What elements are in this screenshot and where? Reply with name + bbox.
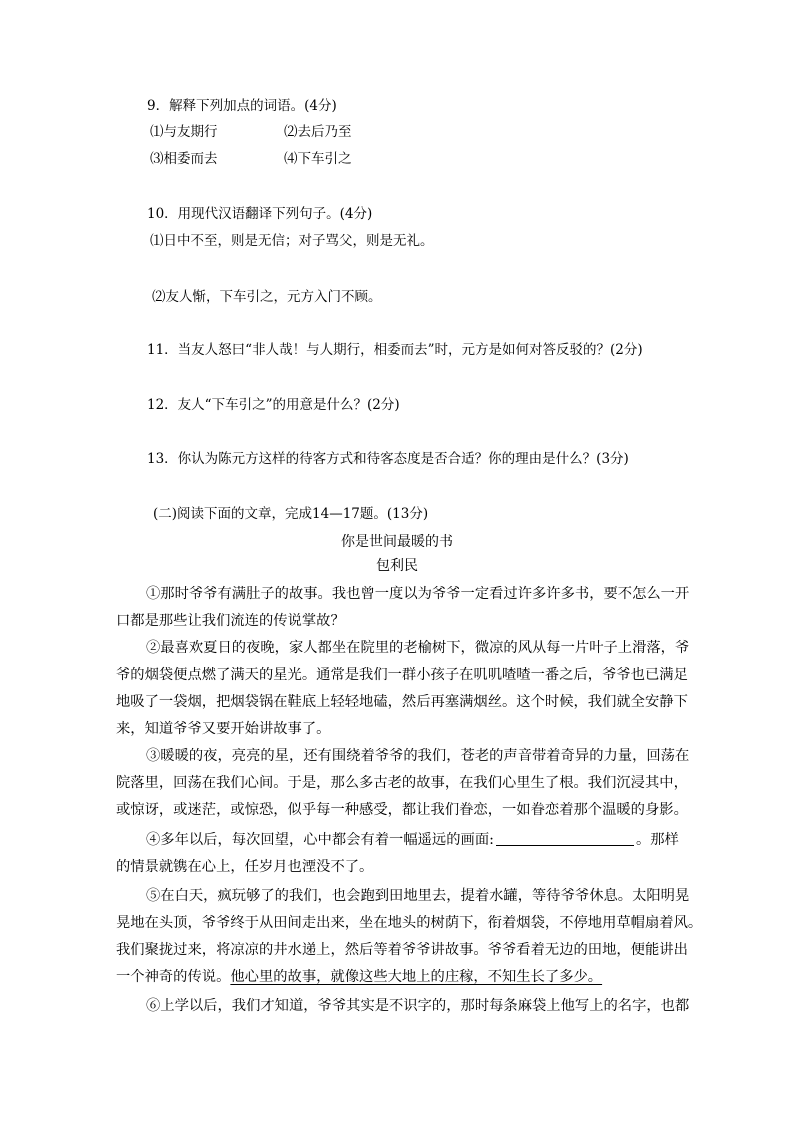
paragraph-2-line-2: 爷的烟袋便点燃了满天的星光。通常是我们一群小孩子在叽叽喳喳一番之后，爷爷也已满足 bbox=[116, 667, 688, 683]
question-9-item-4: ⑷下车引之 bbox=[284, 151, 352, 167]
question-10-title: 10．用现代汉语翻译下列句子。(4分) bbox=[147, 206, 373, 222]
paragraph-5-line-3: 我们聚拢过来，将凉凉的井水递上，然后等着爷爷讲故事。爷爷看着无边的田地，便能讲出 bbox=[116, 942, 688, 958]
paragraph-6-line-1: ⑥上学以后，我们才知道，爷爷其实是不识字的，那时每条麻袋上他写上的名字，也都 bbox=[146, 998, 690, 1014]
answer-blank[interactable] bbox=[496, 831, 634, 846]
paragraph-2-line-3: 地吸了一袋烟，把烟袋锅在鞋底上轻轻地磕，然后再塞满烟丝。这个时候，我们就全安静下 bbox=[116, 694, 688, 710]
paragraph-3-line-2: 院落里，回荡在我们心间。于是，那么多古老的故事，在我们心里生了根。我们沉浸其中， bbox=[116, 775, 688, 791]
paragraph-4-text-before-blank: ④多年以后，每次回望，心中都会有着一幅遥远的画面: bbox=[146, 832, 494, 848]
paragraph-4-line-2: 的情景就镌在心上，任岁月也湮没不了。 bbox=[116, 859, 374, 875]
question-12: 12．友人“下车引之”的用意是什么？(2分) bbox=[147, 397, 400, 413]
paragraph-5-line-4 bbox=[116, 967, 677, 987]
paragraph-1-line-1: ①那时爷爷有满肚子的故事。我也曾一度以为爷爷一定看过许多许多书，要不怎么一开 bbox=[146, 586, 690, 602]
paragraph-2-line-1: ②最喜欢夏日的夜晚，家人都坐在院里的老榆树下，微凉的风从每一片叶子上滑落，爷 bbox=[146, 640, 690, 656]
question-9-title: 9．解释下列加点的词语。(4分) bbox=[147, 98, 337, 114]
paragraph-3-line-1: ③暖暖的夜，亮亮的星，还有围绕着爷爷的我们，苍老的声音带着奇异的力量，回荡在 bbox=[146, 748, 690, 764]
underlined-sentence: 他心里的故事，就像这些大地上的庄稼，不知生长了多少。 bbox=[230, 969, 603, 985]
paragraph-5-text: 一个神奇的传说。 bbox=[116, 969, 231, 985]
section-2-heading: (二)阅读下面的文章，完成14—17题。(13分) bbox=[153, 506, 429, 522]
paragraph-5-line-2: 晃地在头顶，爷爷终于从田间走出来，坐在地头的树荫下，衔着烟袋，不停地用草帽扇着风。 bbox=[116, 915, 703, 931]
question-13: 13．你认为陈元方这样的待客方式和待客态度是否合适？你的理由是什么？(3分) bbox=[147, 451, 629, 467]
question-9-item-1: ⑴与友期行 bbox=[150, 124, 218, 140]
paragraph-3-line-3: 或惊讶，或迷茫，或惊恐，似乎每一种感受，都让我们眷恋，一如眷恋着那个温暖的身影。 bbox=[116, 802, 688, 818]
article-title: 你是世间最暖的书 bbox=[341, 534, 453, 550]
question-9-item-2: ⑵去后乃至 bbox=[284, 124, 352, 140]
paragraph-5-line-1: ⑤在白天，疯玩够了的我们，也会跑到田地里去，提着水罐，等待爷爷休息。太阳明晃 bbox=[146, 888, 690, 904]
article-author: 包利民 bbox=[376, 558, 418, 574]
question-10-sentence-2: ⑵友人惭，下车引之，元方入门不顾。 bbox=[152, 289, 382, 305]
paragraph-2-line-4: 来，知道爷爷又要开始讲故事了。 bbox=[116, 721, 331, 737]
paragraph-1-line-2: 口都是那些让我们流连的传说掌故？ bbox=[116, 613, 345, 629]
paragraph-4-line-1 bbox=[146, 830, 707, 850]
paragraph-4-text-after-blank: 。那样 bbox=[635, 832, 679, 848]
question-10-sentence-1: ⑴日中不至，则是无信；对子骂父，则是无礼。 bbox=[150, 233, 434, 249]
question-11: 11．当友人怒曰“非人哉！与人期行，相委而去”时，元方是如何对答反驳的？(2分) bbox=[147, 342, 643, 358]
question-9-item-3: ⑶相委而去 bbox=[150, 151, 218, 167]
